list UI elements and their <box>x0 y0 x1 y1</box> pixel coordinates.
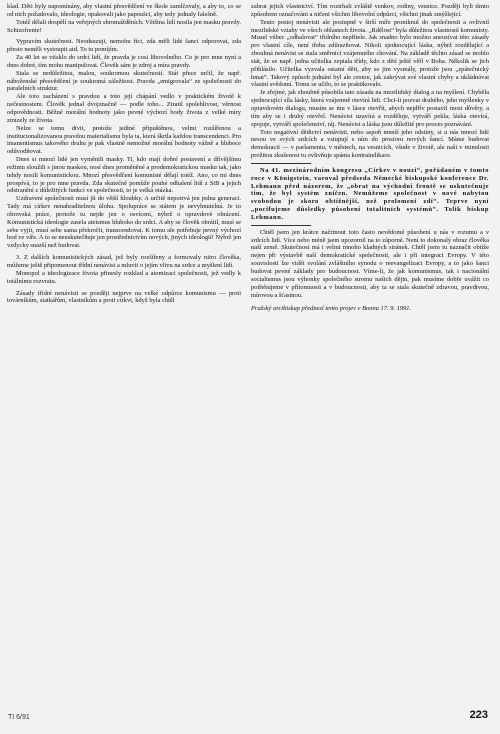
paragraph: Totéž dělali dospělí na veřejných shromážděních. Většina lidí nosila jen masku pravdy. Schizofrenie! <box>7 18 241 34</box>
divider <box>251 163 311 164</box>
paragraph: Uzdravení společnosti musí jít do větší hloubky. A určitě nepotrvá jen jedna generaci. Tady má církev nenahraditelnou úlohu. Spolupráce se státem je nevyhnutelná. Je to obrovská práce, protože tu nejde jen o osvícení, nýbrž o opravdové obrácení. Komunistická ideologie zasela ateismus hluboko do srdcí. A aby se člověk obrátil, musí se sebe vyjít, musí sebe sama překročit, transcendovat. K tomu ale potřebuje pevný výchozí bod ve víře. A to se neuskutečňuje jen prostřednictvím nových, jiných ideologií! Nýbrž jen vzdycky snazší než budovat. <box>7 195 241 250</box>
paragraph: klad. Děti byly napomínány, aby vlastní přesvědčení ve škole zamlčovaly, a aby to, co se od nich požadovalo, ideologie, opakovali jako papoušci, aby tedy jednaly falešně. <box>7 3 241 18</box>
signoff-note: Pražský arcibiskup přednesl tento projev v Bonnu 17. 9. 1991. <box>251 305 412 313</box>
paragraph: Za 40 let se vtisklo do srdcí lidí, že pravda je cosi libovolného. Co je pro mne nyní a dnes dobré, tím mohu manipulovat. Člověk sám je zdroj a míra pravdy. <box>7 54 241 69</box>
left-column <box>7 3 241 305</box>
paragraph: Stala se nedůležitou, malou, soukromou skutečností. Stát přece určil, že např. náboženské přesvědčení je soukromá záležitost. Pravda „emigrovala“ ze společnosti do paralelních struktur. <box>7 69 241 93</box>
paragraph: Chtěl jsem jen krátce načrtnout toto často nevědomé působení u nás v rozumu a v srdcích lidí. Více nebo méně jsem upozornil na to záporné. Není to dokonalý obraz člověka naší země. Skutečnost má i velmi mnoho kladných stránek. Chtěl jsem tu naznačit obtíže nejen při výstavbě naší demokratické společnosti, ale i při integraci Evropy. V této souvislosti lze vidět svolání zvláštního synodu o reevangelizaci Evropy, a to jako šanci budovat pevné základy pro budoucnost. Víme-li, že jak komunismus, tak i nacionální socialismus jsou výhonky společného stromu našich dějin, pak musíme dobře uvážit co potřebujeme v přítomnosti a v budoucnosti, aby ta se stala skutečně zdravou, pravdivou, mírovou a šťastnou. <box>251 228 489 299</box>
paragraph: Vypravím skutečnost. Neodsuzuji, nemohu říci, zda měli lidé šanci odporovat, zda přesto neměli vystoupit atd. To tu pomíjím. <box>7 38 241 54</box>
paragraph: Dnes si mnozí lidé jen vyměnili masky. Ti, kdo mají dobré postavení a dřívějšímu režimu sloužili s jinou maskou, nosí dnes proměněné a prodemokratickou masku tak, jako tehdy nosili komunistickou. Mnozí přesvědčení komunisté dělají totéž. Ano, co mi dnes prospívá, to je pro mne pravda. Zda skutečně pomůže pouhé odhalení lidí z StB a jejich odstranění z důležitých funkcí ve společnosti, to je velká otázka. <box>7 156 241 195</box>
paragraph: zabrat jejich vlastnictví. Tím roztrhali zvláště venkov, rodiny, vesnice. Později byli tímto způsobem označováni a ničeni všichni libovolní odpůrci, všichni jinak smýšlející. <box>251 3 489 18</box>
paragraph: Zásady třídní nenávisti se později nejprve na velké odpůrce komunismu — proti továrníkům, statkářům, vlastníkům a proti církvi, když byla chtěl <box>7 289 241 305</box>
paragraph: Je zřejmé, jak zhoubně působila tato zásada na mezilidský dialog a na myšlení. Chyběla sjednocující síla lásky, která vzájemně otevírá lidi. Chci-li pozvat druhého, jeho myšlenky v opravdovém dialogu, musím se mu v lásce otevřít, abych nejdřív postavil most důvěry, a tím aby se i druhý otevřel. Nenávist uzavírá a rozděluje, vytváří pekla; láska otevírá, spojuje, vytváří společenství, ráj. Nenávist a láska jsou důležité pro proces poznávání. <box>251 89 489 128</box>
paragraph: Ale toto zacházení s pravdou a toto její chápání vedlo v praktickém životě k nečestnostem. Člověk jednal dvojznačně — podle toho... Ztratil spolehlivost, věrnost odpovědnosti. Běžné morální hodnoty jako pevné výchozí body života z velké míry zmizely ze života. <box>7 93 241 124</box>
paragraph: Nelze se tomu divit, protože jediné připuštěnou, velmi rozšířenou a institucionalizovanou pravdou materialismu byla ta, která škrtla každou transcendenci. Pro imanentismus takového druhu je pak vlastně nemožné morální hodnoty vážně a hluboce odůvodňovat. <box>7 124 241 156</box>
journal-issue: TI 6/91 <box>8 714 30 721</box>
paragraph: Tento postoj nenávisti ale postupně v širší míře proniknul do společnosti a ovlivnil mezilidské vztahy ve všech oblastech života. „Rdělost“ byla důležitou vlastností komunisty. Musel vůbec „odhalovat“ třídního nepřítele. Jak snadno bylo možno aneuzívat této zásady pro vlastní cíle, není třeba zdůrazňovat. Nikoli sjednocující láska, nýbrž rozdělující a zbouhná nenávist se stala směrnicí vzájemného chování. Na základě těchto zásad se mohlo stát, že se např. jedna učitelka zeptala třídy, kdo z dětí ještě věří v Boha. Několik se jich přihlásilo. Učitelka vyzvala ostatní děti, aby se jim vysmály, protože jsou „zpátečnický hmat“. Takový způsob jednání byl ale cestou, jak zakrývat své vlastní chyby a ukládnávat vlastní svědomí. Tomu se učilo, to se praktikovalo. <box>251 18 489 89</box>
divider <box>251 225 311 226</box>
paragraph: 3. Z dalších komunistických zásad, jež byly rozšířeny a formovaly nitro člověka, můžeme ještě připomenout třídní nenávist a mluvit o jejím vlivu na srdce a myšlení lidí. <box>7 254 241 269</box>
paragraph: Monopol a ideologizace života přinesly rozklad a atomizaci společnosti, jež vedly k totálnímu rozvratu. <box>7 269 241 285</box>
page-number: 223 <box>469 709 488 721</box>
paragraph: Toto negativní dědictví nenávisti, nebo aspoň menší jeho odstíny, si u nás mnozí lidé nesou ve svých srdcích a vstupují s ním do prostoru nových šancí. Máme budovat demokracii — v parlamentu, v městech, na vesnicích, všude v životě, ale naši v minulosti prožitou zkušenost tu ovlivňuje spánta kontraindikace. <box>251 128 489 160</box>
right-column <box>251 3 489 313</box>
paragraph: Na 41. mezinárodním kongresu „Církev v nouzi“, pořádaném v tomto roce v Königstein, varoval předseda Německé biskupské konference Dr. Lehmann před názorem, že „obrat na východní frontě se uskutečnuje tím, že byl systém zničen. Nemůžeme společnost v nové nabytou svobodou je skoro obtížnější, než prolomení zdí“. Teprve nyní „pocifujeme důsledky působení totalitních systémů“. Tolik biskup Lehmann. <box>251 166 489 221</box>
